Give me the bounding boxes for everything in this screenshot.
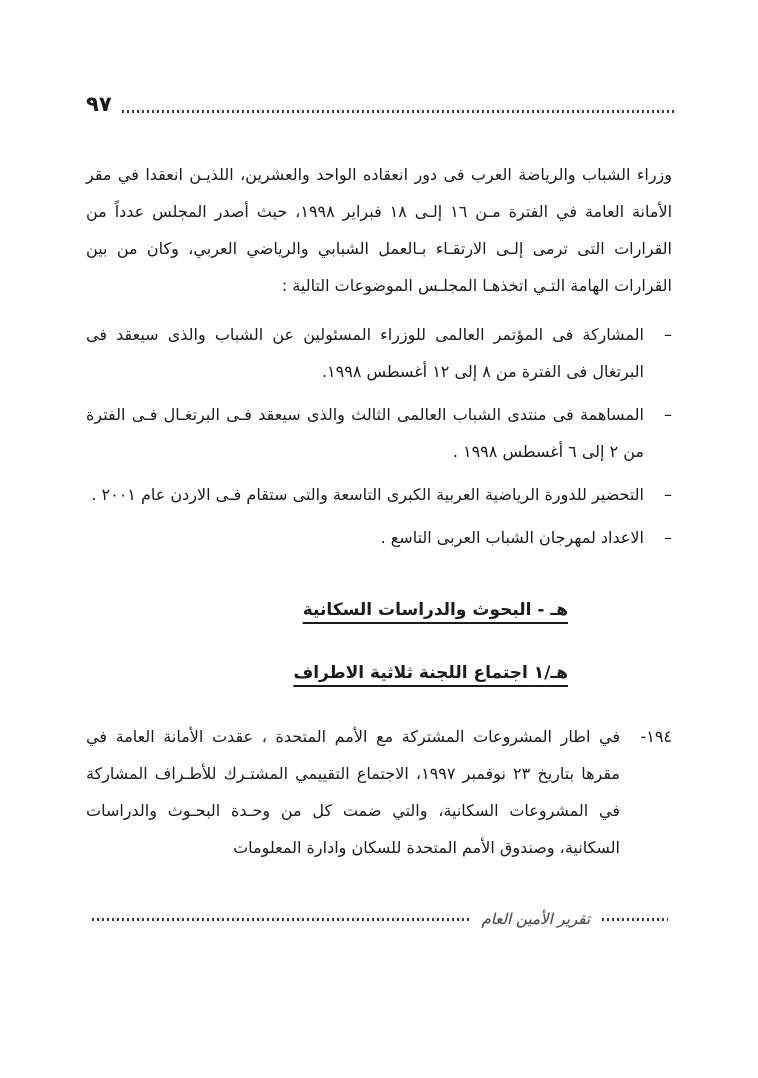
page-number: ٩٧ [86, 92, 112, 116]
paragraph-text: في اطار المشروعات المشتركة مع الأمم المتحدة ، عقدت الأمانة العامة في مقرها بتاريخ ٢٣ نوفمبر ١٩٩٧، الاجتماع التقييمي المشتـرك للأطـراف المشاركة في المشروعات السكانية، والتي ضمت كل من وحـدة البحـوث والدراسات السكانية، وصندوق الأمم المتحدة للسكان وادارة المعلومات [86, 727, 621, 857]
intro-paragraph: وزراء الشباب والرياضة العرب فى دور انعقاده الواحد والعشرين، اللذيـن انعقدا في مقر الأمانة العامة في الفترة مـن ١٦ إلـى ١٨ فبراير ١٩٩٨، حيث أصدر المجلس عدداً من القرارات التى ترمى إلـى الارتقـاء بـالعمل الشبابي والرياضي العربي، وكان من بين القرارات الهامة التـي اتخذهـا المجلـس الموضوعات التالية : [86, 165, 673, 295]
bullet-text: المشاركة فى المؤتمر العالمى للوزراء المسئولين عن الشباب والذى سيعقد فى البرتغال فى الفترة من ٨ إلى ١٢ أغسطس ١٩٩٨. [86, 325, 644, 381]
section-heading: هـ - البحوث والدراسات السكانية [302, 600, 568, 620]
page-footer [92, 912, 668, 927]
page-header [86, 94, 674, 117]
bullet-item [86, 519, 672, 556]
footer-rule-right [602, 918, 668, 921]
bullet-text: الاعداد لمهرجان الشباب العربى التاسع . [380, 528, 644, 547]
dash-icon: – [664, 528, 672, 547]
bullet-text: التحضير للدورة الرياضية العربية الكبرى التاسعة والتى ستقام فـى الاردن عام ٢٠٠١ . [91, 485, 644, 504]
numbered-paragraph [86, 718, 672, 866]
dash-icon: – [664, 485, 672, 504]
bullet-item [86, 476, 672, 513]
header-rule [122, 110, 674, 113]
dash-icon: – [664, 325, 672, 344]
paragraph-number: ١٩٤- [640, 727, 672, 746]
bullet-item [86, 316, 672, 390]
bullet-item [86, 396, 672, 470]
footer-text: تقرير الأمين العام [481, 910, 590, 928]
footer-rule-left [92, 918, 469, 921]
dash-icon: – [664, 405, 672, 424]
subsection-heading: هـ/١ اجتماع اللجنة ثلاثية الاطراف [293, 663, 568, 683]
document-body [86, 156, 672, 866]
bullet-text: المساهمة فى منتدى الشباب العالمى الثالث والذى سيعقد فـى البرتغـال فـى الفترة من ٢ إلى ٦ أغسطس ١٩٩٨ . [86, 405, 644, 461]
